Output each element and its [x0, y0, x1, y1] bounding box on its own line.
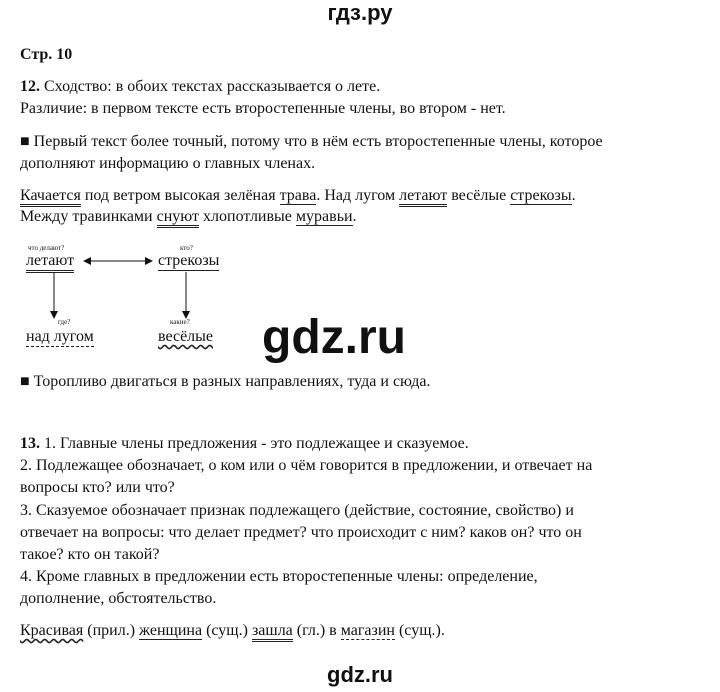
- sentence-line2: [20, 206, 357, 228]
- attribute-question: какие?: [170, 318, 190, 326]
- task12-difference: Различие: в первом тексте есть второстепенные члены, во втором - нет.: [20, 100, 506, 117]
- site-footer: gdz.ru: [327, 662, 393, 687]
- task13-p3-line3: такое? кто он такой?: [20, 546, 160, 563]
- sentence-line1: [20, 185, 576, 207]
- site-header: гдз.ру: [327, 0, 393, 25]
- predicate-word: летают: [399, 187, 447, 207]
- example-text: (прил.): [83, 622, 140, 639]
- subject-word: трава: [279, 187, 317, 204]
- word-meaning: ■ Торопливо двигаться в разных направлениях, туда и сюда.: [20, 373, 431, 390]
- predicate-question: что делают?: [28, 244, 65, 252]
- task13-number: 13.: [20, 435, 40, 452]
- task12-note-line1: ■ Первый текст более точный, потому что в нём есть второстепенные члены, которое: [20, 133, 603, 150]
- example-sentence: [20, 620, 445, 642]
- task13-p3-line1: 3. Сказуемое обозначает признак подлежащего (действие, состояние, свойство) и: [20, 502, 574, 519]
- task13-p2-line1: 2. Подлежащее обозначает, о ком или о чём говорится в предложении, и отвечает на: [20, 457, 593, 474]
- sentence-text: Между травинками: [20, 208, 157, 225]
- diagram-subject: стрекозы: [158, 252, 220, 269]
- predicate-word: снуют: [157, 208, 199, 228]
- diagram-adverbial: над лугом: [26, 328, 94, 345]
- subject-word: муравьи: [295, 208, 353, 225]
- sentence-text: . Над лугом: [316, 187, 400, 204]
- sentence-text: .: [571, 187, 576, 204]
- task12-number: 12.: [20, 78, 40, 95]
- diagram-predicate: летают: [26, 252, 74, 273]
- watermark: gdz.ru: [262, 311, 406, 364]
- adverbial-question: где?: [58, 318, 71, 326]
- task12-similarity: [20, 76, 380, 98]
- similarity-text: Сходство: в обоих текстах рассказывается о лете.: [40, 78, 381, 95]
- task13-p2-line2: вопросы кто? или что?: [20, 479, 175, 496]
- page-number: Стр. 10: [20, 46, 73, 63]
- sentence-diagram: [20, 236, 280, 356]
- predicate-word: зашла: [252, 622, 293, 642]
- subject-word: женщина: [139, 622, 203, 639]
- task13-p4-line1: 4. Кроме главных в предложении есть второстепенные члены: определение,: [20, 568, 538, 585]
- task13-p3-line2: отвечает на вопросы: что делает предмет? что происходит с ним? каков он? что он: [20, 524, 582, 541]
- sentence-text: .: [352, 208, 357, 225]
- sentence-text: хлопотливые: [199, 208, 296, 225]
- predicate-word: Качается: [20, 187, 81, 207]
- example-text: (сущ.): [202, 622, 252, 639]
- sentence-text: весёлые: [447, 187, 511, 204]
- adverbial-word: магазин: [340, 622, 395, 639]
- task13-p1-text: 1. Главные члены предложения - это подлежащее и сказуемое.: [40, 435, 469, 452]
- sentence-text: под ветром высокая зелёная: [80, 187, 280, 204]
- task12-note-line2: дополняют информацию о главных членах.: [20, 155, 316, 172]
- subject-word: стрекозы: [510, 187, 572, 204]
- subject-question: кто?: [180, 244, 193, 252]
- example-text: (гл.) в: [292, 622, 341, 639]
- attribute-word: Красивая: [20, 622, 84, 639]
- task13-p4-line2: дополнение, обстоятельство.: [20, 590, 217, 607]
- diagram-attribute: весёлые: [158, 328, 213, 345]
- task13-p1: [20, 433, 469, 455]
- example-text: (сущ.).: [394, 622, 445, 639]
